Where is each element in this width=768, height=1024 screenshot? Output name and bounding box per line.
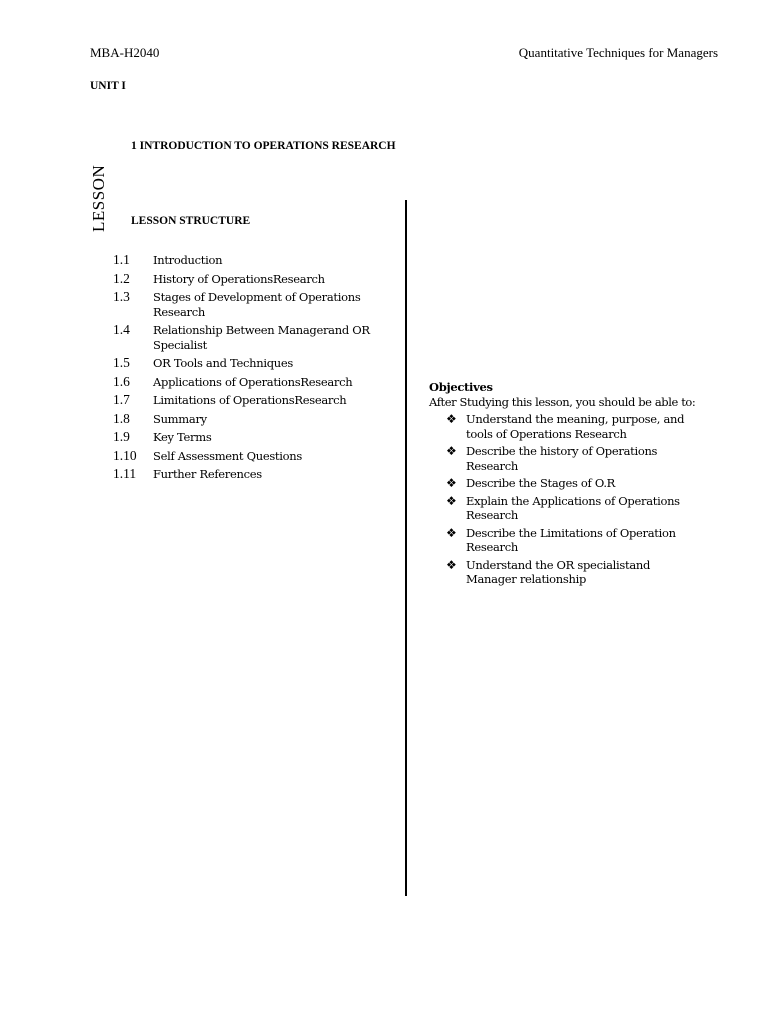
toc-item [113, 448, 373, 464]
lesson-structure-list [113, 252, 373, 485]
diamond-bullet-icon: ❖ [446, 476, 457, 490]
lesson-side-label: LESSON [89, 164, 108, 232]
objective-item [429, 526, 719, 555]
objective-text: Describe the Stages of O.R [466, 476, 616, 490]
course-title: Quantitative Techniques for Managers [518, 45, 718, 60]
toc-item [113, 392, 373, 408]
toc-item [113, 252, 373, 268]
diamond-bullet-icon: ❖ [446, 557, 457, 572]
toc-item [113, 322, 373, 352]
diamond-bullet-icon: ❖ [446, 412, 457, 426]
objectives-intro: After Studying this lesson, you should be able to: [429, 395, 696, 409]
toc-number: 1.7 [113, 392, 130, 407]
objective-text: Explain the Applications of Operations Research [466, 493, 680, 522]
column-divider [405, 200, 407, 896]
toc-number: 1.11 [113, 466, 137, 481]
objective-text: Describe the Limitations of Operation Research [466, 525, 676, 554]
toc-number: 1.2 [113, 270, 130, 286]
objective-text: Understand the meaning, purpose, and tools of Operations Research [466, 412, 685, 441]
toc-item [113, 355, 373, 371]
toc-label: Introduction [153, 253, 223, 267]
objective-item [429, 558, 719, 587]
toc-label: Relationship Between Managerand OR Specialist [153, 323, 370, 352]
toc-number: 1.6 [113, 373, 130, 389]
unit-label: UNIT I [90, 80, 126, 92]
objective-item [429, 444, 719, 473]
objectives-list [429, 412, 719, 587]
toc-number: 1.8 [113, 410, 130, 426]
toc-number: 1.10 [113, 447, 137, 463]
objective-text: Understand the OR specialistand Manager relationship [466, 557, 651, 586]
toc-label: Self Assessment Questions [153, 448, 302, 463]
toc-label: Summary [153, 411, 207, 426]
toc-item [113, 429, 373, 445]
objective-text: Describe the history of Operations Research [466, 444, 658, 473]
toc-label: Stages of Development of Operations Research [153, 290, 361, 319]
toc-label: OR Tools and Techniques [153, 356, 293, 370]
toc-label: Applications of OperationsResearch [153, 374, 353, 389]
diamond-bullet-icon: ❖ [446, 525, 457, 540]
toc-label: Limitations of OperationsResearch [153, 393, 347, 407]
diamond-bullet-icon: ❖ [446, 444, 457, 458]
toc-item [113, 411, 373, 427]
diamond-bullet-icon: ❖ [446, 493, 457, 508]
objective-item [429, 476, 719, 491]
toc-label: History of OperationsResearch [153, 271, 325, 286]
toc-label: Key Terms [153, 430, 212, 444]
toc-number: 1.4 [113, 322, 130, 337]
toc-label: Further References [153, 467, 262, 481]
toc-number: 1.9 [113, 429, 130, 444]
toc-item [113, 466, 373, 482]
toc-number: 1.1 [113, 252, 130, 267]
objective-item [429, 412, 719, 441]
objectives-heading: Objectives [429, 380, 493, 394]
lesson-structure-heading: LESSON STRUCTURE [131, 215, 251, 227]
toc-item [113, 374, 373, 390]
toc-number: 1.5 [113, 355, 130, 370]
toc-item [113, 271, 373, 287]
toc-item [113, 289, 373, 319]
toc-number: 1.3 [113, 289, 130, 304]
objective-item [429, 494, 719, 523]
course-code: MBA-H2040 [90, 45, 160, 60]
objectives-section [429, 380, 719, 590]
chapter-title: 1 INTRODUCTION TO OPERATIONS RESEARCH [131, 140, 396, 152]
